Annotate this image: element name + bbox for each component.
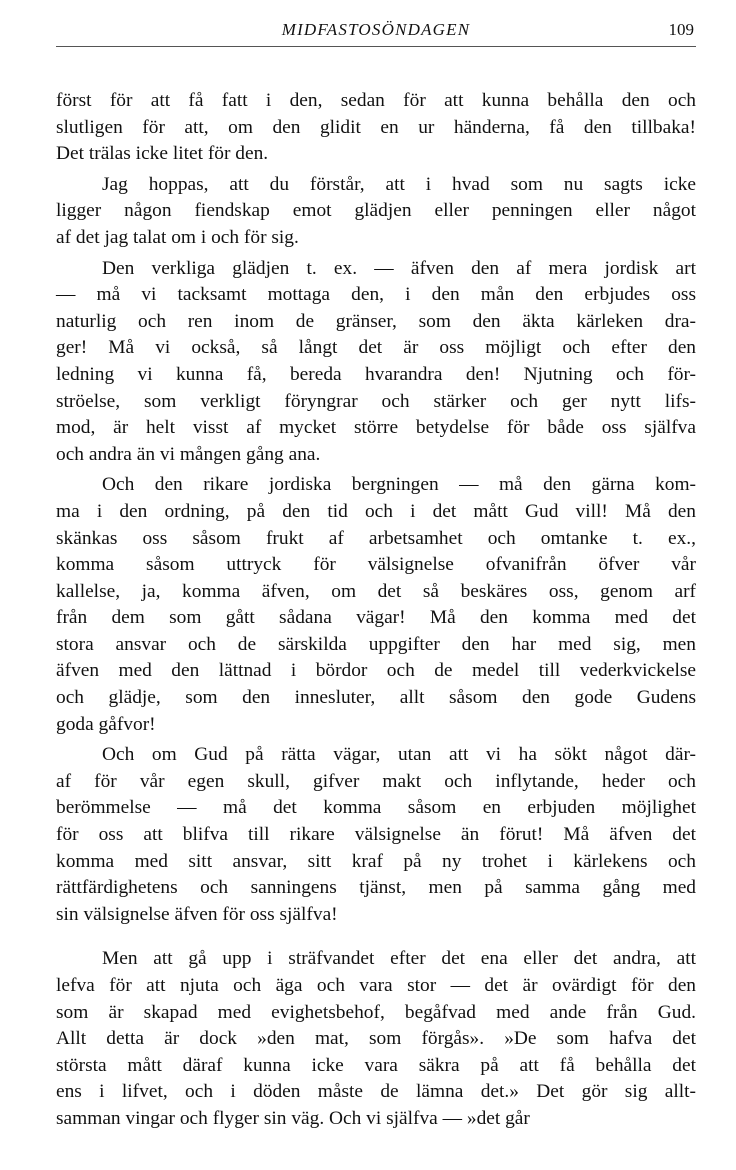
text-line: Men att gå upp i sträfvandet efter det ena eller det andra, att	[102, 948, 696, 970]
text-line: komma såsom uttryck för välsignelse ofvanifrån öfver vår	[56, 554, 696, 576]
text-line: naturlig och ren inom de gränser, som den äkta kärleken dra-	[56, 310, 696, 332]
paragraph	[56, 472, 696, 738]
running-header	[56, 14, 696, 48]
body-text	[56, 88, 696, 1133]
text-line: Allt detta är dock »den mat, som förgås». »De som hafva det	[56, 1028, 696, 1050]
text-line: samman vingar och flyger sin väg. Och vi själfva — »det går	[56, 1107, 530, 1129]
text-line: ma i den ordning, på den tid och i det mått Gud vill! Må den	[56, 500, 696, 522]
text-line: största mått däraf kunna icke vara säkra på att få behålla det	[56, 1054, 696, 1076]
text-line: af det jag talat om i och för sig.	[56, 226, 299, 248]
chapter-title: MIDFASTOSÖNDAGEN	[281, 20, 471, 39]
paragraph	[56, 946, 696, 1132]
text-line: kallelse, ja, komma äfven, om det så beskäres oss, genom arf	[56, 580, 696, 602]
text-line: sin välsignelse äfven för oss själfva!	[56, 903, 338, 925]
text-line: Det trälas icke litet för den.	[56, 143, 269, 165]
paragraph	[56, 256, 696, 469]
header-rule	[56, 46, 696, 47]
book-page	[56, 14, 696, 1137]
text-line: och glädje, som den innesluter, allt såsom den gode Gudens	[56, 687, 696, 709]
text-line: berömmelse — må det komma såsom en erbjuden möjlighet	[56, 797, 696, 819]
text-line: lefva för att njuta och äga och vara stor — det är ovärdigt för den	[56, 975, 696, 996]
text-line: äfven med den lättnad i bördor och de medel till vederkvickelse	[56, 660, 696, 682]
text-line: slutligen för att, om den glidit en ur händerna, få den tillbaka!	[56, 116, 696, 138]
text-line: goda gåfvor!	[56, 713, 156, 735]
text-line: ströelse, som verkligt föryngrar och stärker och ger nytt lifs-	[56, 390, 696, 412]
text-line: och andra än vi mången gång ana.	[56, 443, 321, 465]
text-line: Jag hoppas, att du förstår, att i hvad som nu sagts icke	[102, 173, 696, 195]
page-number: 109	[668, 20, 694, 39]
text-line: som är skapad med evighetsbehof, begåfvad med ande från Gud.	[56, 1001, 696, 1023]
text-line: för oss att blifva till rikare välsignelse än förut! Må äfven det	[56, 824, 696, 846]
text-line: ger! Må vi också, så långt det är oss möjligt och efter den	[56, 337, 696, 359]
text-line: af för vår egen skull, gifver makt och inflytande, heder och	[56, 770, 696, 792]
paragraph-gap	[56, 932, 696, 946]
text-line: Och om Gud på rätta vägar, utan att vi ha sökt något där-	[102, 744, 696, 766]
paragraph	[56, 172, 696, 252]
text-line: rättfärdighetens och sanningens tjänst, men på samma gång med	[56, 877, 696, 899]
text-line: Och den rikare jordiska bergningen — må den gärna kom-	[102, 474, 696, 496]
text-line: ens i lifvet, och i döden måste de lämna det.» Det gör sig allt-	[56, 1081, 696, 1103]
text-line: mod, är helt visst af mycket större betydelse för både oss själfva	[56, 417, 696, 439]
paragraph	[56, 742, 696, 928]
text-line: ligger någon fiendskap emot glädjen eller penningen eller något	[56, 200, 696, 222]
paragraph	[56, 88, 696, 168]
text-line: Den verkliga glädjen t. ex. — äfven den af mera jordisk art	[102, 257, 696, 279]
text-line: från dem som gått sådana vägar! Må den komma med det	[56, 607, 696, 629]
text-line: stora ansvar och de särskilda uppgifter den har med sig, men	[56, 633, 696, 655]
text-line: — må vi tacksamt mottaga den, i den mån den erbjudes oss	[56, 284, 696, 306]
text-line: komma med sitt ansvar, sitt kraf på ny trohet i kärlekens och	[56, 850, 696, 872]
text-line: ledning vi kunna få, bereda hvarandra den! Njutning och för-	[56, 363, 696, 385]
text-line: först för att få fatt i den, sedan för att kunna behålla den och	[56, 90, 696, 111]
text-line: skänkas oss såsom frukt af arbetsamhet och omtanke t. ex.,	[56, 527, 696, 549]
